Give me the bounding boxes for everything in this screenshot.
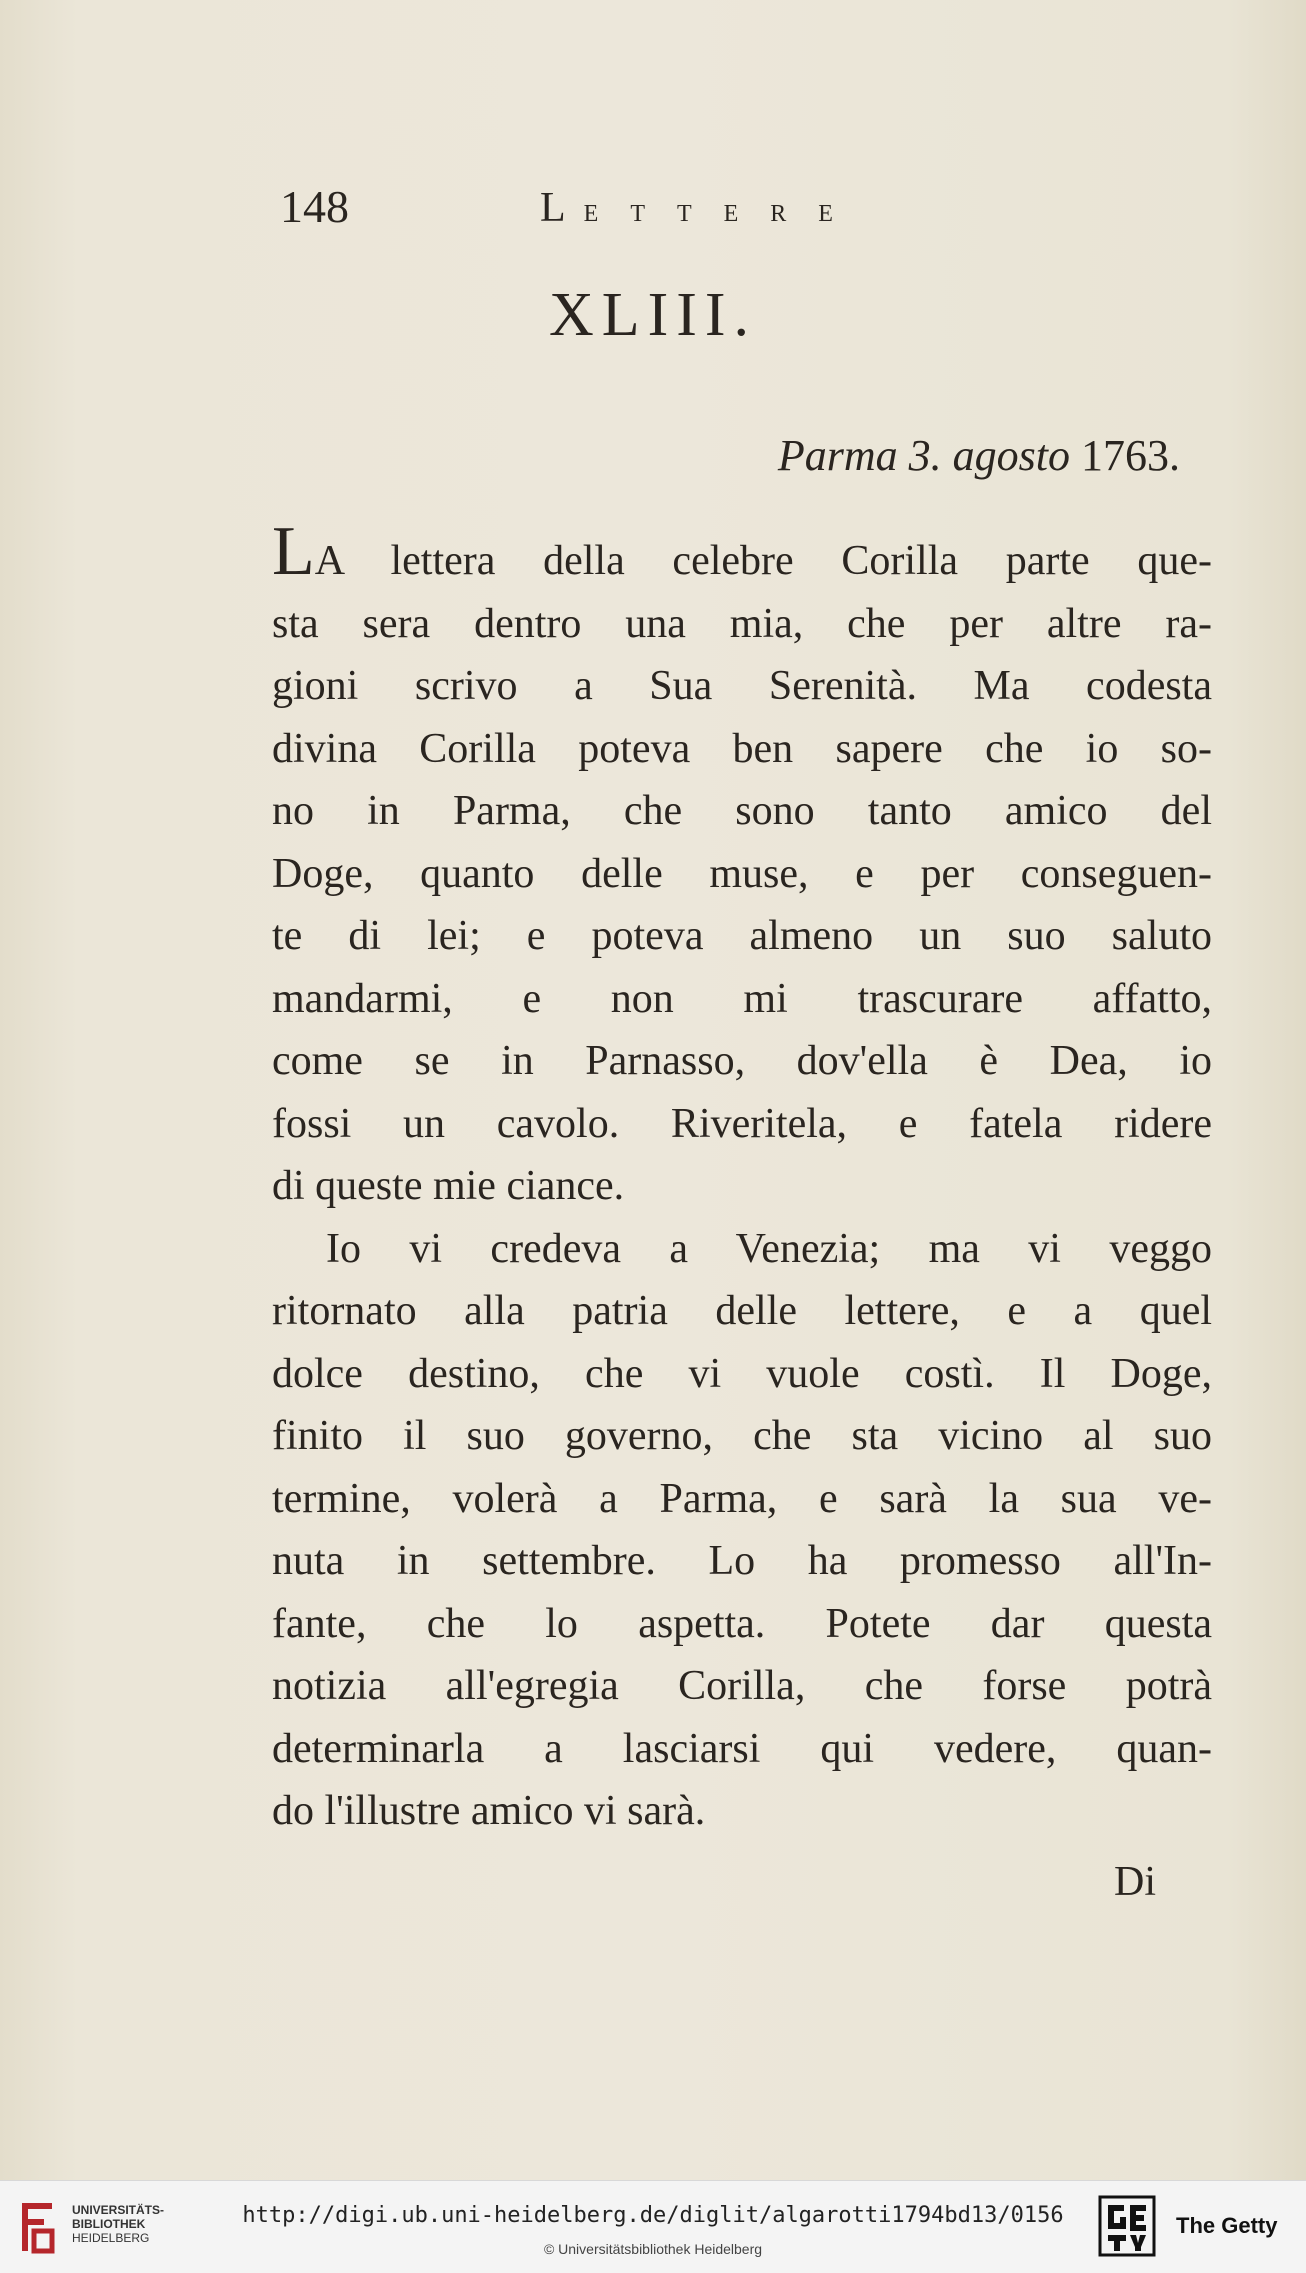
text-line: di queste mie ciance. bbox=[272, 1163, 625, 1209]
letter-body bbox=[272, 513, 1212, 1843]
running-title-initial: L bbox=[540, 185, 570, 231]
text-line: Io vi credeva a Venezia; ma vi veggo bbox=[326, 1225, 1212, 1272]
running-title bbox=[540, 184, 865, 232]
text-line: fossi un cavolo. Riveritela, e fatela ridere bbox=[272, 1100, 1212, 1147]
copyright-notice: © Universitätsbibliothek Heidelberg bbox=[543, 2241, 763, 2257]
text-line: mandarmi, e non mi trascurare affatto, bbox=[272, 975, 1212, 1022]
text-line: no in Parma, che sono tanto amico del bbox=[272, 788, 1212, 834]
dateline bbox=[0, 430, 1180, 481]
text-line: sta sera dentro una mia, che per altre ra- bbox=[272, 600, 1212, 647]
paragraph-2 bbox=[272, 1218, 1212, 1843]
dateline-place: Parma 3. agosto bbox=[777, 431, 1070, 480]
text-line: nuta in settembre. Lo ha promesso all'In- bbox=[272, 1538, 1212, 1584]
text-line: do l'illustre amico vi sarà. bbox=[272, 1788, 706, 1834]
running-title-rest: ETTERE bbox=[583, 201, 865, 227]
text-line: dolce destino, che vi vuole costì. Il Doge, bbox=[272, 1350, 1212, 1397]
text-line: divina Corilla poteva ben sapere che io so- bbox=[272, 725, 1212, 772]
paragraph-1 bbox=[272, 513, 1212, 1218]
catchword: Di bbox=[1114, 1859, 1156, 1905]
text-line: notizia all'egregia Corilla, che forse potrà bbox=[272, 1663, 1212, 1709]
text-line: te di lei; e poteva almeno un suo saluto bbox=[272, 913, 1212, 959]
permalink-url[interactable]: http://digi.ub.uni-heidelberg.de/diglit/algarotti1794bd13/0156 bbox=[242, 2203, 1064, 2228]
text-line: come se in Parnasso, dov'ella è Dea, io bbox=[272, 1038, 1212, 1084]
partner-name[interactable]: The Getty bbox=[1176, 2213, 1278, 2238]
text-line: ritornato alla patria delle lettere, e a quel bbox=[272, 1288, 1212, 1334]
text-line: determinarla a lasciarsi qui vedere, quan- bbox=[272, 1725, 1212, 1772]
letter-number: XLIII. bbox=[548, 281, 758, 349]
text-line: termine, volerà a Parma, e sarà la sua ve- bbox=[272, 1475, 1212, 1522]
running-head bbox=[0, 180, 1306, 240]
text-line: gioni scrivo a Sua Serenità. Ma codesta bbox=[272, 663, 1212, 709]
library-name[interactable]: UNIVERSITÄTS- BIBLIOTHEK HEIDELBERG bbox=[72, 2203, 165, 2245]
text-line: fante, che lo aspetta. Potete dar questa bbox=[272, 1600, 1212, 1647]
footer-bar bbox=[0, 2180, 1306, 2273]
text-line: Doge, quanto delle muse, e per conseguen- bbox=[272, 850, 1212, 897]
getty-logo-icon[interactable] bbox=[1098, 2195, 1156, 2257]
drop-cap: L bbox=[272, 513, 315, 590]
text-line: LA lettera della celebre Corilla parte que- bbox=[272, 513, 1212, 590]
dateline-year: 1763. bbox=[1081, 431, 1180, 480]
text-line: finito il suo governo, che sta vicino al suo bbox=[272, 1413, 1212, 1459]
page-number: 148 bbox=[280, 181, 349, 232]
